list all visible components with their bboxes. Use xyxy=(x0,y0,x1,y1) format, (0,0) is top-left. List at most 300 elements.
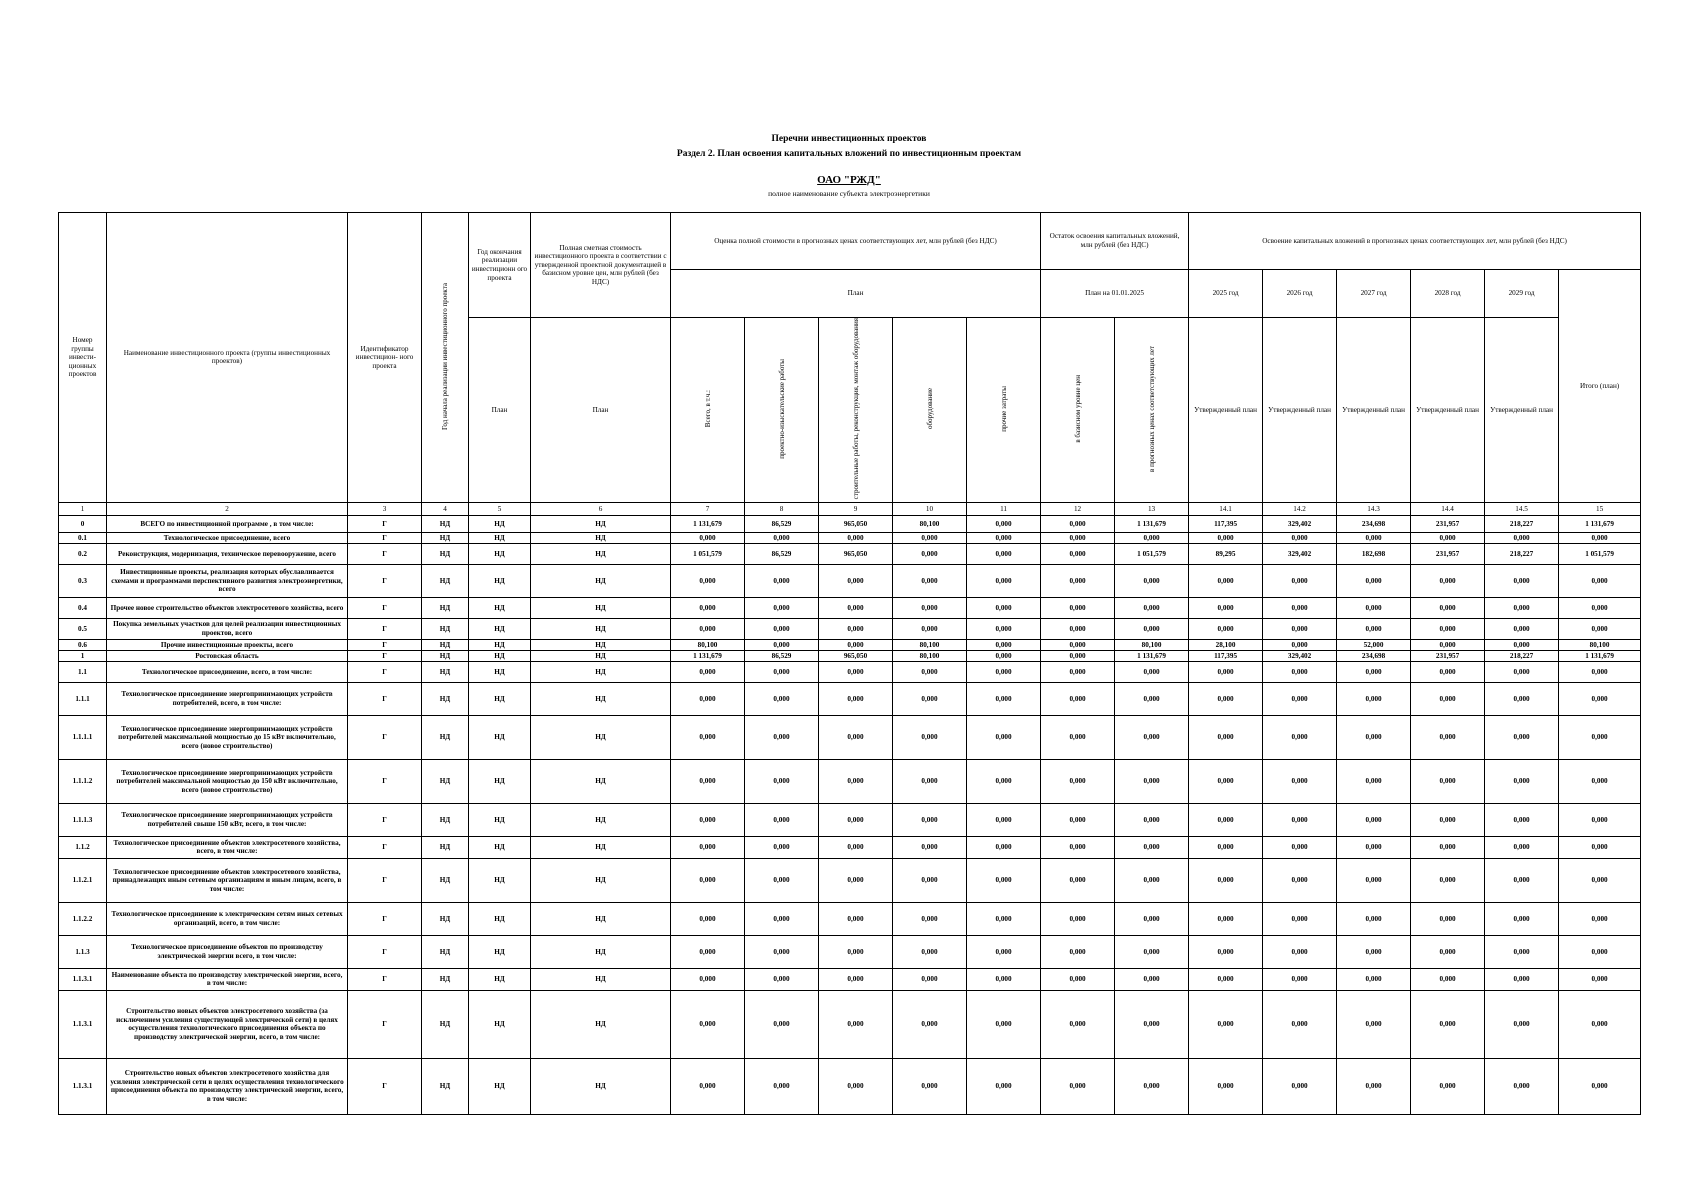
start-year: НД xyxy=(422,990,469,1058)
value-cell: 234,698 xyxy=(1337,515,1411,532)
value-cell: 0,000 xyxy=(1337,597,1411,618)
header-year-2025: 2025 год xyxy=(1189,270,1263,318)
value-cell: 0,000 xyxy=(1189,935,1263,968)
start-year: НД xyxy=(422,858,469,902)
value-cell: 0,000 xyxy=(1337,1058,1411,1114)
end-year: НД xyxy=(469,1058,531,1114)
value-cell: 0,000 xyxy=(1041,715,1115,759)
value-cell: 0,000 xyxy=(1263,639,1337,650)
header-group-number: Номер группы инвести- ционных проектов xyxy=(59,213,107,503)
group-number: 0.3 xyxy=(59,564,107,597)
project-name: Технологическое присоединение энергопринимающих устройств потребителей максимальной мощностью до 15 кВт включительно, всего (новое строительство) xyxy=(107,715,348,759)
value-cell: 0,000 xyxy=(893,532,967,543)
value-cell: 0,000 xyxy=(671,935,745,968)
value-cell: 0,000 xyxy=(671,564,745,597)
project-id: Г xyxy=(348,597,422,618)
table-row xyxy=(59,564,1641,597)
column-number: 1 xyxy=(59,502,107,515)
value-cell: 0,000 xyxy=(1041,836,1115,858)
value-cell: 0,000 xyxy=(893,836,967,858)
value-cell: 0,000 xyxy=(1189,618,1263,639)
project-id: Г xyxy=(348,543,422,564)
value-cell: 0,000 xyxy=(1559,968,1641,990)
column-number: 7 xyxy=(671,502,745,515)
value-cell: 0,000 xyxy=(1411,715,1485,759)
value-cell: 0,000 xyxy=(745,618,819,639)
project-name: Технологическое присоединение, всего xyxy=(107,532,348,543)
header-project-name: Наименование инвестиционного проекта (группы инвестиционных проектов) xyxy=(107,213,348,503)
value-cell: 0,000 xyxy=(967,968,1041,990)
value-cell: 0,000 xyxy=(1485,661,1559,682)
value-cell: 0,000 xyxy=(1337,564,1411,597)
value-cell: 0,000 xyxy=(745,564,819,597)
value-cell: 0,000 xyxy=(1411,968,1485,990)
project-id: Г xyxy=(348,803,422,836)
value-cell: 0,000 xyxy=(1485,639,1559,650)
value-cell: 0,000 xyxy=(1337,661,1411,682)
full-cost: НД xyxy=(531,564,671,597)
value-cell: 0,000 xyxy=(745,661,819,682)
start-year: НД xyxy=(422,935,469,968)
value-cell: 0,000 xyxy=(1263,597,1337,618)
value-cell: 0,000 xyxy=(1411,902,1485,935)
group-number: 1.1.1.1 xyxy=(59,715,107,759)
value-cell: 1 131,679 xyxy=(1559,650,1641,661)
value-cell: 0,000 xyxy=(1411,1058,1485,1114)
full-cost: НД xyxy=(531,650,671,661)
end-year: НД xyxy=(469,968,531,990)
project-name: Технологическое присоединение объектов электросетевого хозяйства, принадлежащих иным сетевым организациям и иным лицам, всего, в том числе: xyxy=(107,858,348,902)
column-number: 8 xyxy=(745,502,819,515)
value-cell: 0,000 xyxy=(1041,682,1115,715)
header-year-2029: 2029 год xyxy=(1485,270,1559,318)
value-cell: 0,000 xyxy=(1485,715,1559,759)
value-cell: 0,000 xyxy=(967,515,1041,532)
organization-note: полное наименование субъекта электроэнергетики xyxy=(768,189,930,198)
value-cell: 0,000 xyxy=(967,759,1041,803)
table-row xyxy=(59,968,1641,990)
header-approved-2028: Утвержденный план xyxy=(1411,318,1485,503)
value-cell: 0,000 xyxy=(1559,1058,1641,1114)
value-cell: 965,050 xyxy=(819,543,893,564)
value-cell: 0,000 xyxy=(1485,564,1559,597)
group-number: 1.1.1.2 xyxy=(59,759,107,803)
value-cell: 0,000 xyxy=(1041,597,1115,618)
project-name: Строительство новых объектов электросетевого хозяйства для усиления электрической сети в целях осуществления технологического присоединения объекта по производству электрической энергии, всего, в том числе: xyxy=(107,1058,348,1114)
header-cost-plan: План xyxy=(671,270,1041,318)
table-row xyxy=(59,990,1641,1058)
value-cell: 0,000 xyxy=(671,902,745,935)
value-cell: 0,000 xyxy=(671,858,745,902)
value-cell: 0,000 xyxy=(967,532,1041,543)
column-number: 2 xyxy=(107,502,348,515)
value-cell: 0,000 xyxy=(1485,836,1559,858)
header-full-cost: Полная сметная стоимость инвестиционного проекта в соответствии с утвержденной проектной документацией в базисном уровне цен, млн рублей (без НДС) xyxy=(531,213,671,318)
project-name: Ростовская область xyxy=(107,650,348,661)
project-id: Г xyxy=(348,759,422,803)
project-name: Инвестиционные проекты, реализация которых обуславливается схемами и программами перспективного развития электроэнергетики, всего xyxy=(107,564,348,597)
project-name: Технологическое присоединение объектов по производству электрической энергии всего, в том числе: xyxy=(107,935,348,968)
end-year: НД xyxy=(469,715,531,759)
column-number: 10 xyxy=(893,502,967,515)
start-year: НД xyxy=(422,836,469,858)
header-start-year: Год начала реализации инвестиционного проекта xyxy=(422,213,469,503)
group-number: 1.1.2 xyxy=(59,836,107,858)
value-cell: 0,000 xyxy=(1559,990,1641,1058)
value-cell: 0,000 xyxy=(745,990,819,1058)
value-cell: 234,698 xyxy=(1337,650,1411,661)
value-cell: 0,000 xyxy=(1411,759,1485,803)
full-cost: НД xyxy=(531,935,671,968)
column-number: 9 xyxy=(819,502,893,515)
group-number: 1.1.1.3 xyxy=(59,803,107,836)
start-year: НД xyxy=(422,618,469,639)
project-name: Прочее новое строительство объектов электросетевого хозяйства, всего xyxy=(107,597,348,618)
value-cell: 0,000 xyxy=(893,715,967,759)
value-cell: 0,000 xyxy=(1411,803,1485,836)
value-cell: 0,000 xyxy=(671,532,745,543)
value-cell: 0,000 xyxy=(967,858,1041,902)
value-cell: 0,000 xyxy=(1115,564,1189,597)
value-cell: 0,000 xyxy=(967,618,1041,639)
value-cell: 0,000 xyxy=(819,803,893,836)
end-year: НД xyxy=(469,803,531,836)
value-cell: 0,000 xyxy=(1559,564,1641,597)
value-cell: 0,000 xyxy=(1115,597,1189,618)
column-number: 6 xyxy=(531,502,671,515)
full-cost: НД xyxy=(531,759,671,803)
column-number: 11 xyxy=(967,502,1041,515)
value-cell: 0,000 xyxy=(1485,902,1559,935)
end-year: НД xyxy=(469,682,531,715)
value-cell: 329,402 xyxy=(1263,543,1337,564)
value-cell: 0,000 xyxy=(745,715,819,759)
start-year: НД xyxy=(422,715,469,759)
project-name: Прочие инвестиционные проекты, всего xyxy=(107,639,348,650)
value-cell: 0,000 xyxy=(1411,682,1485,715)
value-cell: 0,000 xyxy=(1337,836,1411,858)
value-cell: 0,000 xyxy=(967,715,1041,759)
value-cell: 0,000 xyxy=(745,803,819,836)
value-cell: 0,000 xyxy=(1559,682,1641,715)
project-id: Г xyxy=(348,682,422,715)
header-year-2027: 2027 год xyxy=(1337,270,1411,318)
value-cell: 965,050 xyxy=(819,515,893,532)
start-year: НД xyxy=(422,597,469,618)
group-number: 1.1 xyxy=(59,661,107,682)
value-cell: 80,100 xyxy=(893,515,967,532)
value-cell: 0,000 xyxy=(1263,803,1337,836)
value-cell: 0,000 xyxy=(1115,803,1189,836)
value-cell: 0,000 xyxy=(1189,1058,1263,1114)
value-cell: 0,000 xyxy=(1189,759,1263,803)
value-cell: 965,050 xyxy=(819,650,893,661)
group-number: 0.4 xyxy=(59,597,107,618)
table-row xyxy=(59,902,1641,935)
header-project-id: Идентификатор инвестицион- ного проекта xyxy=(348,213,422,503)
value-cell: 0,000 xyxy=(1041,759,1115,803)
value-cell: 86,529 xyxy=(745,515,819,532)
value-cell: 0,000 xyxy=(1337,532,1411,543)
project-id: Г xyxy=(348,515,422,532)
end-year: НД xyxy=(469,639,531,650)
value-cell: 0,000 xyxy=(1263,836,1337,858)
full-cost: НД xyxy=(531,990,671,1058)
full-cost: НД xyxy=(531,532,671,543)
value-cell: 0,000 xyxy=(1115,759,1189,803)
value-cell: 0,000 xyxy=(893,682,967,715)
value-cell: 0,000 xyxy=(1411,597,1485,618)
value-cell: 0,000 xyxy=(671,836,745,858)
value-cell: 0,000 xyxy=(671,990,745,1058)
value-cell: 0,000 xyxy=(1485,968,1559,990)
column-number: 14.3 xyxy=(1337,502,1411,515)
value-cell: 0,000 xyxy=(1337,935,1411,968)
value-cell: 0,000 xyxy=(1263,715,1337,759)
table-row xyxy=(59,543,1641,564)
full-cost: НД xyxy=(531,639,671,650)
value-cell: 0,000 xyxy=(1337,682,1411,715)
value-cell: 86,529 xyxy=(745,650,819,661)
project-id: Г xyxy=(348,1058,422,1114)
project-name: Технологическое присоединение энергопринимающих устройств потребителей свыше 150 кВт, всего, в том числе: xyxy=(107,803,348,836)
value-cell: 0,000 xyxy=(745,935,819,968)
value-cell: 0,000 xyxy=(1337,618,1411,639)
value-cell: 0,000 xyxy=(893,858,967,902)
value-cell: 1 131,679 xyxy=(1115,515,1189,532)
value-cell: 80,100 xyxy=(671,639,745,650)
value-cell: 0,000 xyxy=(745,836,819,858)
column-number: 3 xyxy=(348,502,422,515)
project-name: Реконструкция, модернизация, техническое перевооружение, всего xyxy=(107,543,348,564)
value-cell: 0,000 xyxy=(1485,935,1559,968)
value-cell: 0,000 xyxy=(1115,532,1189,543)
group-number: 1.1.1 xyxy=(59,682,107,715)
organization-name: ОАО "РЖД" xyxy=(817,174,881,186)
start-year: НД xyxy=(422,543,469,564)
start-year: НД xyxy=(422,759,469,803)
value-cell: 0,000 xyxy=(893,902,967,935)
value-cell: 1 131,679 xyxy=(1559,515,1641,532)
value-cell: 0,000 xyxy=(1041,532,1115,543)
value-cell: 0,000 xyxy=(1485,990,1559,1058)
value-cell: 0,000 xyxy=(1041,990,1115,1058)
value-cell: 0,000 xyxy=(819,532,893,543)
value-cell: 0,000 xyxy=(893,935,967,968)
value-cell: 218,227 xyxy=(1485,650,1559,661)
value-cell: 0,000 xyxy=(1263,935,1337,968)
value-cell: 0,000 xyxy=(967,803,1041,836)
value-cell: 0,000 xyxy=(1411,836,1485,858)
value-cell: 0,000 xyxy=(967,836,1041,858)
column-numbers-row xyxy=(59,502,1641,515)
value-cell: 218,227 xyxy=(1485,515,1559,532)
value-cell: 0,000 xyxy=(1485,682,1559,715)
value-cell: 117,395 xyxy=(1189,650,1263,661)
value-cell: 0,000 xyxy=(1263,759,1337,803)
value-cell: 0,000 xyxy=(1115,858,1189,902)
column-number: 14.2 xyxy=(1263,502,1337,515)
value-cell: 0,000 xyxy=(893,661,967,682)
value-cell: 0,000 xyxy=(1115,715,1189,759)
value-cell: 1 051,579 xyxy=(1115,543,1189,564)
value-cell: 0,000 xyxy=(1485,532,1559,543)
value-cell: 0,000 xyxy=(1263,661,1337,682)
value-cell: 0,000 xyxy=(1559,803,1641,836)
value-cell: 0,000 xyxy=(1115,618,1189,639)
value-cell: 0,000 xyxy=(1189,990,1263,1058)
value-cell: 0,000 xyxy=(819,715,893,759)
investment-table xyxy=(58,212,1641,1115)
value-cell: 0,000 xyxy=(1041,564,1115,597)
header-end-year-plan: План xyxy=(469,318,531,503)
value-cell: 0,000 xyxy=(1263,858,1337,902)
value-cell: 0,000 xyxy=(1189,597,1263,618)
value-cell: 0,000 xyxy=(1041,1058,1115,1114)
value-cell: 0,000 xyxy=(819,639,893,650)
project-id: Г xyxy=(348,858,422,902)
header-cost-design: проектно-изыскательские работы xyxy=(745,318,819,503)
start-year: НД xyxy=(422,803,469,836)
table-row xyxy=(59,759,1641,803)
value-cell: 0,000 xyxy=(1263,1058,1337,1114)
value-cell: 0,000 xyxy=(1411,532,1485,543)
group-number: 1 xyxy=(59,650,107,661)
value-cell: 0,000 xyxy=(1189,682,1263,715)
document-titles xyxy=(0,132,1698,199)
value-cell: 218,227 xyxy=(1485,543,1559,564)
start-year: НД xyxy=(422,968,469,990)
value-cell: 0,000 xyxy=(967,564,1041,597)
value-cell: 0,000 xyxy=(671,661,745,682)
value-cell: 80,100 xyxy=(893,639,967,650)
end-year: НД xyxy=(469,661,531,682)
value-cell: 0,000 xyxy=(1041,618,1115,639)
end-year: НД xyxy=(469,618,531,639)
value-cell: 0,000 xyxy=(1337,902,1411,935)
value-cell: 0,000 xyxy=(893,803,967,836)
table-row xyxy=(59,597,1641,618)
value-cell: 0,000 xyxy=(1559,858,1641,902)
value-cell: 0,000 xyxy=(967,650,1041,661)
value-cell: 0,000 xyxy=(1263,532,1337,543)
full-cost: НД xyxy=(531,682,671,715)
value-cell: 0,000 xyxy=(893,618,967,639)
value-cell: 0,000 xyxy=(1115,661,1189,682)
value-cell: 0,000 xyxy=(1115,990,1189,1058)
project-id: Г xyxy=(348,564,422,597)
header-end-year: Год окончания реализации инвестиционн ого проекта xyxy=(469,213,531,318)
value-cell: 0,000 xyxy=(893,1058,967,1114)
end-year: НД xyxy=(469,836,531,858)
value-cell: 0,000 xyxy=(1559,935,1641,968)
value-cell: 1 131,679 xyxy=(671,515,745,532)
full-cost: НД xyxy=(531,803,671,836)
value-cell: 0,000 xyxy=(1115,836,1189,858)
project-name: Технологическое присоединение энергопринимающих устройств потребителей максимальной мощностью до 150 кВт включительно, всего (новое строительство) xyxy=(107,759,348,803)
value-cell: 0,000 xyxy=(1559,836,1641,858)
value-cell: 0,000 xyxy=(1337,759,1411,803)
value-cell: 0,000 xyxy=(1337,990,1411,1058)
value-cell: 0,000 xyxy=(819,682,893,715)
value-cell: 0,000 xyxy=(1337,858,1411,902)
value-cell: 0,000 xyxy=(967,543,1041,564)
value-cell: 0,000 xyxy=(1559,661,1641,682)
table-row xyxy=(59,650,1641,661)
table-row xyxy=(59,935,1641,968)
full-cost: НД xyxy=(531,858,671,902)
value-cell: 0,000 xyxy=(1041,515,1115,532)
full-cost: НД xyxy=(531,968,671,990)
value-cell: 0,000 xyxy=(1411,858,1485,902)
value-cell: 0,000 xyxy=(1041,902,1115,935)
value-cell: 0,000 xyxy=(967,1058,1041,1114)
group-number: 1.1.3 xyxy=(59,935,107,968)
value-cell: 28,100 xyxy=(1189,639,1263,650)
header-cost-total: Всего, в т.ч.: xyxy=(671,318,745,503)
table-row xyxy=(59,803,1641,836)
header-approved-2029: Утвержденный план xyxy=(1485,318,1559,503)
header-year-2026: 2026 год xyxy=(1263,270,1337,318)
value-cell: 0,000 xyxy=(671,682,745,715)
value-cell: 0,000 xyxy=(819,661,893,682)
value-cell: 0,000 xyxy=(1559,532,1641,543)
group-number: 1.1.3.1 xyxy=(59,990,107,1058)
full-cost: НД xyxy=(531,836,671,858)
project-name: Технологическое присоединение энергопринимающих устройств потребителей, всего, в том числе: xyxy=(107,682,348,715)
value-cell: 0,000 xyxy=(1337,715,1411,759)
value-cell: 52,000 xyxy=(1337,639,1411,650)
group-number: 0.2 xyxy=(59,543,107,564)
value-cell: 0,000 xyxy=(671,803,745,836)
value-cell: 0,000 xyxy=(893,597,967,618)
value-cell: 117,395 xyxy=(1189,515,1263,532)
value-cell: 0,000 xyxy=(893,759,967,803)
value-cell: 0,000 xyxy=(1263,682,1337,715)
value-cell: 0,000 xyxy=(819,618,893,639)
value-cell: 0,000 xyxy=(1485,759,1559,803)
value-cell: 0,000 xyxy=(819,564,893,597)
start-year: НД xyxy=(422,564,469,597)
value-cell: 0,000 xyxy=(1559,715,1641,759)
end-year: НД xyxy=(469,935,531,968)
value-cell: 0,000 xyxy=(819,902,893,935)
value-cell: 0,000 xyxy=(1041,650,1115,661)
value-cell: 0,000 xyxy=(1189,803,1263,836)
value-cell: 329,402 xyxy=(1263,650,1337,661)
value-cell: 0,000 xyxy=(819,597,893,618)
value-cell: 0,000 xyxy=(893,564,967,597)
value-cell: 0,000 xyxy=(819,759,893,803)
group-number: 1.1.2.1 xyxy=(59,858,107,902)
project-id: Г xyxy=(348,532,422,543)
group-number: 0 xyxy=(59,515,107,532)
end-year: НД xyxy=(469,564,531,597)
value-cell: 0,000 xyxy=(671,597,745,618)
project-name: ВСЕГО по инвестиционной программе , в том числе: xyxy=(107,515,348,532)
value-cell: 0,000 xyxy=(819,935,893,968)
value-cell: 0,000 xyxy=(745,902,819,935)
start-year: НД xyxy=(422,515,469,532)
value-cell: 89,295 xyxy=(1189,543,1263,564)
value-cell: 0,000 xyxy=(1559,759,1641,803)
value-cell: 0,000 xyxy=(893,990,967,1058)
value-cell: 0,000 xyxy=(745,682,819,715)
table-row xyxy=(59,618,1641,639)
value-cell: 0,000 xyxy=(1485,597,1559,618)
value-cell: 0,000 xyxy=(745,597,819,618)
table-row xyxy=(59,532,1641,543)
